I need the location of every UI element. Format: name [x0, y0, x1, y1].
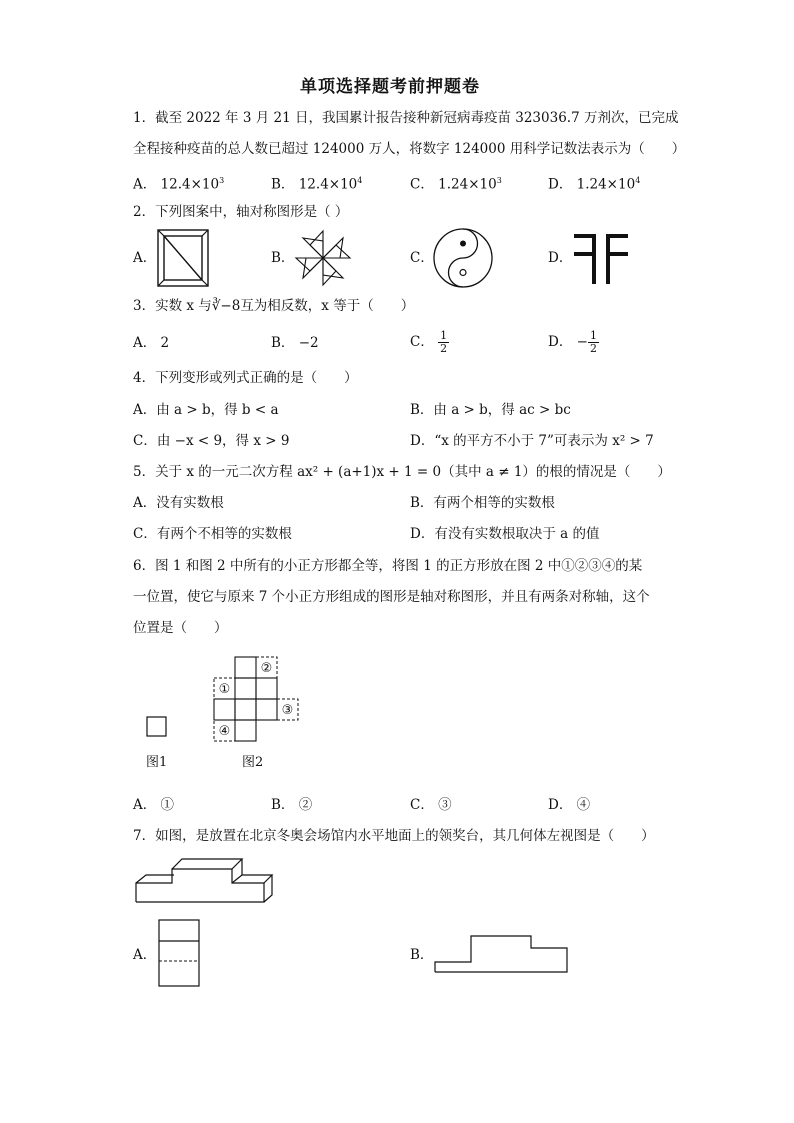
- question-1-text-line-2: 全程接种疫苗的总人数已超过 124000 万人，将数字 124000 用科学记数法表示为（ ）: [133, 141, 686, 157]
- mark-1: ①: [218, 682, 231, 697]
- option-label: B．: [271, 176, 295, 193]
- option-label: C．: [133, 433, 157, 449]
- q2-option-c-label[interactable]: C．: [410, 250, 434, 266]
- square-frame-diagonal-icon[interactable]: [157, 229, 209, 287]
- q1-option-b[interactable]: [271, 171, 362, 195]
- question-7-number: 7．: [133, 828, 156, 844]
- option-value: 1.24×10: [438, 176, 497, 193]
- figure-2-caption: 图2: [242, 755, 264, 770]
- question-1-text-line-1: 截至 2022 年 3 月 21 日，我国累计报告接种新冠病毒疫苗 323036.7 万剂次，已完成: [155, 110, 679, 126]
- page-title: 单项选择题考前押题卷: [300, 77, 480, 97]
- podium-outline-icon[interactable]: [433, 934, 571, 976]
- q5-option-d[interactable]: [410, 524, 599, 544]
- double-bracket-glyph-icon[interactable]: [572, 230, 630, 286]
- option-value: −2: [298, 335, 319, 351]
- q4-option-a[interactable]: [133, 400, 279, 420]
- option-label: C．: [133, 526, 157, 542]
- option-value: 有两个相等的实数根: [433, 495, 555, 511]
- fraction-numerator: 1: [589, 329, 597, 342]
- question-3-line: [133, 296, 414, 316]
- q4-option-d[interactable]: [410, 431, 654, 451]
- q7-option-b-label[interactable]: B．: [410, 947, 434, 963]
- question-4-number: 4．: [133, 370, 156, 386]
- option-value: 有没有实数根取决于 a 的值: [434, 526, 600, 542]
- option-label: D．: [548, 797, 573, 813]
- q3-option-d[interactable]: [548, 326, 599, 358]
- fraction-numerator: 1: [440, 329, 448, 342]
- q2-option-a-label[interactable]: A．: [133, 250, 157, 266]
- yin-yang-icon[interactable]: [432, 227, 494, 289]
- question-2-text: 下列图案中，轴对称图形是（ ）: [155, 204, 349, 220]
- question-3-text-pre: 实数 x 与: [155, 298, 212, 314]
- option-value: ①: [160, 797, 175, 813]
- option-label: D．: [548, 176, 573, 193]
- question-4-line: [133, 368, 358, 388]
- option-label: C．: [410, 176, 434, 193]
- option-value: 12.4×10: [160, 176, 220, 193]
- cube-root-expression: ∛−8: [211, 298, 241, 314]
- question-2-number: 2．: [133, 204, 156, 220]
- minus-sign: −: [576, 334, 588, 350]
- option-value: 1.24×10: [576, 176, 636, 193]
- question-3-number: 3．: [133, 298, 156, 314]
- option-label: B．: [271, 797, 295, 813]
- q3-option-b[interactable]: [271, 333, 319, 353]
- option-label: A．: [133, 335, 157, 351]
- question-5-line: [133, 462, 671, 482]
- q6-option-c[interactable]: [410, 795, 452, 815]
- option-label: C．: [410, 334, 434, 350]
- question-3-text-post: 互为相反数，x 等于（ ）: [240, 298, 415, 314]
- q4-option-c[interactable]: [133, 431, 289, 451]
- question-6-line-1: [133, 556, 642, 576]
- mark-4: ④: [218, 724, 231, 739]
- option-value: 由 −x < 9，得 x > 9: [156, 433, 290, 449]
- tall-rect-dashed-icon[interactable]: [158, 919, 202, 989]
- option-label: C．: [410, 797, 434, 813]
- question-1-line-1: [133, 108, 678, 128]
- option-value: ②: [298, 797, 313, 813]
- fraction-denominator: 2: [440, 342, 448, 355]
- question-5-number: 5．: [133, 464, 156, 480]
- q5-option-a[interactable]: [133, 493, 224, 513]
- q2-option-d-label[interactable]: D．: [548, 250, 573, 266]
- pinwheel-icon[interactable]: [294, 229, 352, 287]
- option-label: A．: [133, 402, 157, 418]
- option-value: 没有实数根: [156, 495, 224, 511]
- option-label: A．: [133, 797, 157, 813]
- q7-option-a-label[interactable]: A．: [133, 947, 157, 963]
- question-6-number: 6．: [133, 558, 156, 574]
- q5-option-c[interactable]: [133, 524, 292, 544]
- question-7-line: [133, 826, 655, 846]
- question-6-text-line-2: 一位置，使它与原来 7 个小正方形组成的图形是轴对称图形，并且有两条对称轴，这个: [133, 589, 650, 605]
- podium-3d-figure: [134, 855, 274, 907]
- option-exponent: 3: [496, 176, 502, 185]
- figure-1-caption: 图1: [146, 755, 168, 770]
- q6-option-b[interactable]: [271, 795, 312, 815]
- mark-3: ③: [281, 703, 294, 718]
- q1-option-c[interactable]: [410, 171, 502, 195]
- option-value: “x 的平方不小于 7”可表示为 x² > 7: [434, 433, 654, 449]
- option-label: B．: [410, 495, 434, 511]
- option-value: 12.4×10: [298, 176, 358, 193]
- option-value: 由 a > b，得 ac > bc: [433, 402, 571, 418]
- q3-option-a[interactable]: [133, 333, 169, 353]
- option-exponent: 4: [635, 176, 641, 185]
- option-exponent: 3: [219, 176, 225, 185]
- option-label: A．: [133, 176, 157, 193]
- option-value: ④: [576, 797, 591, 813]
- option-label: B．: [410, 402, 434, 418]
- option-label: D．: [548, 334, 573, 350]
- question-2-line: [133, 202, 348, 222]
- fraction: [438, 330, 449, 355]
- fraction-denominator: 2: [589, 342, 597, 355]
- q1-option-a[interactable]: [133, 171, 224, 195]
- question-6-text-line-1: 图 1 和图 2 中所有的小正方形都全等，将图 1 的正方形放在图 2 中①②③④的某: [155, 558, 643, 574]
- option-label: D．: [410, 526, 435, 542]
- q3-option-c[interactable]: [410, 326, 449, 358]
- question-1-number: 1．: [133, 110, 156, 126]
- question-4-text: 下列变形或列式正确的是（ ）: [155, 370, 358, 386]
- q5-option-b[interactable]: [410, 493, 555, 513]
- option-value: 由 a > b，得 b < a: [156, 402, 279, 418]
- q4-option-b[interactable]: [410, 400, 571, 420]
- question-7-text: 如图，是放置在北京冬奥会场馆内水平地面上的领奖台，其几何体左视图是（ ）: [155, 828, 655, 844]
- figure-1-square: [146, 716, 168, 738]
- option-label: D．: [410, 433, 435, 449]
- option-exponent: 4: [357, 176, 363, 185]
- option-value: ③: [438, 797, 452, 813]
- option-value: 有两个不相等的实数根: [156, 526, 292, 542]
- figure-2-grid: [210, 653, 305, 748]
- q1-option-d[interactable]: [548, 171, 640, 195]
- q2-option-b-label[interactable]: B．: [271, 250, 295, 266]
- q6-option-a[interactable]: [133, 795, 174, 815]
- option-label: A．: [133, 495, 157, 511]
- question-6-text-line-3: 位置是（ ）: [133, 620, 228, 636]
- option-label: B．: [271, 335, 295, 351]
- question-5-text: 关于 x 的一元二次方程 ax² + (a+1)x + 1 = 0（其中 a ≠ 1）的根的情况是（ ）: [155, 464, 671, 480]
- option-value: 2: [160, 335, 170, 351]
- fraction: [588, 330, 599, 355]
- mark-2: ②: [260, 661, 273, 676]
- q6-option-d[interactable]: [548, 795, 590, 815]
